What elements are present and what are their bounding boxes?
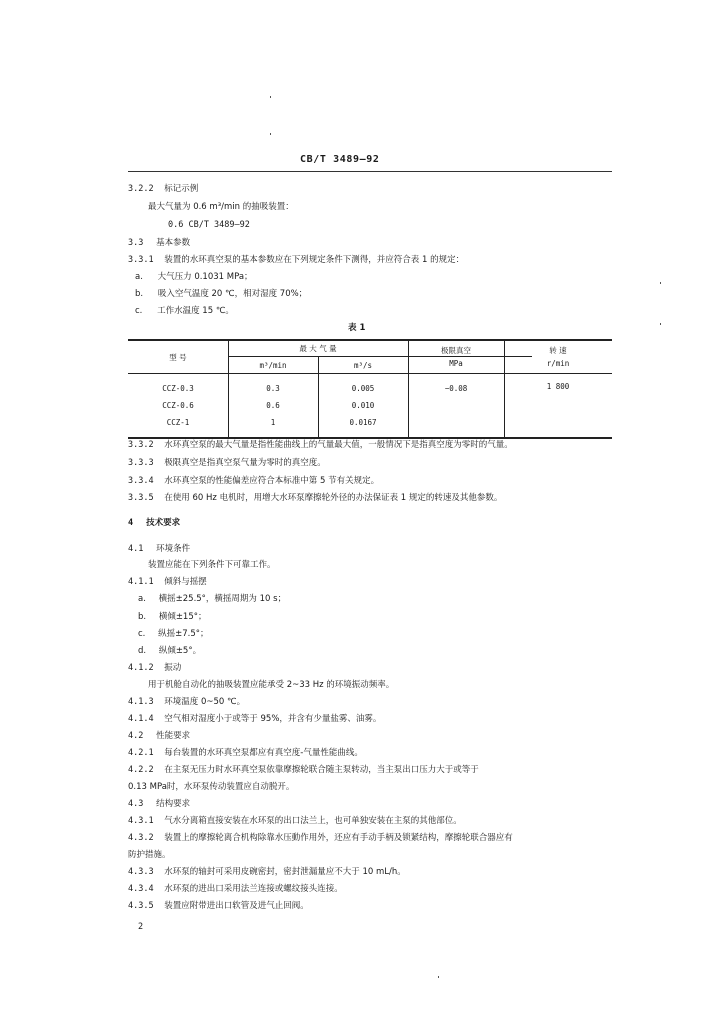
section-text: 装置的水环真空泵的基本参数应在下列规定条件下测得，并应符合表 1 的规定： xyxy=(164,255,465,265)
section-3-3-heading xyxy=(128,238,190,249)
section-number: 3.3.3 xyxy=(128,458,154,468)
header-max-gas: 最 大 气 量 xyxy=(299,344,337,353)
list-item-b xyxy=(138,612,207,623)
list-item-a xyxy=(135,272,253,283)
header-rule xyxy=(128,171,612,172)
table-cell-model: CCZ-0.3 xyxy=(162,384,194,393)
table-cell-m3min: 1 xyxy=(270,418,276,427)
standard-code-header: CB/T 3489—92 xyxy=(300,154,380,165)
header-unit-m3min: m³/min xyxy=(259,361,287,370)
section-text: 气水分离箱直接安装在水环泵的出口法兰上，也可单独安装在主泵的其他部位。 xyxy=(164,816,462,826)
section-text: 环境温度 0~50 ℃。 xyxy=(164,697,246,707)
section-number: 4.1.3 xyxy=(128,697,154,707)
list-text: 横摇±25.5°，横摇周期为 10 s； xyxy=(158,594,287,604)
list-item-d xyxy=(138,646,201,657)
section-text: 在主泵无压力时水环真空泵依靠摩擦轮联合随主泵转动，当主泵出口压力大于或等于 xyxy=(164,765,479,775)
section-number: 3.2.2 xyxy=(128,184,154,194)
header-model: 型 号 xyxy=(169,353,187,362)
section-number: 3.3 xyxy=(128,238,144,248)
section-text: 装置上的摩擦轮离合机构除靠水压動作用外，还应有手动手柄及锁紧结构，摩擦轮联合器应有 xyxy=(164,833,513,843)
section-number: 4.2.2 xyxy=(128,765,154,775)
table-cell-m3s: 0.0167 xyxy=(349,418,377,427)
section-4-3-2 xyxy=(128,833,513,844)
scan-speck xyxy=(660,323,661,325)
section-3-3-1 xyxy=(128,255,464,266)
section-number: 4.1.2 xyxy=(128,663,154,673)
section-4-1-1-heading xyxy=(128,577,207,588)
section-3-3-3 xyxy=(128,458,326,469)
header-speed: 转 速 xyxy=(549,346,567,355)
section-4-3-3 xyxy=(128,867,406,878)
section-4-3-1 xyxy=(128,816,462,827)
section-title: 性能要求 xyxy=(156,731,191,741)
section-text: 装置应附带进出口软管及进气止回阀。 xyxy=(164,901,309,911)
section-title: 基本参数 xyxy=(156,238,191,248)
section-text: 极限真空是指真空泵气量为零时的真空度。 xyxy=(164,458,326,468)
paragraph: 最大气量为 0.6 m³/min 的抽吸装置： xyxy=(148,202,294,212)
section-4-heading xyxy=(128,518,180,529)
section-4-2-2 xyxy=(128,765,479,776)
section-number: 4.2.1 xyxy=(128,748,154,758)
table-cell-m3s: 0.005 xyxy=(351,384,375,393)
section-4-1-heading xyxy=(128,544,190,555)
list-mark: c. xyxy=(138,629,146,639)
header-speed-unit: r/min xyxy=(546,359,570,368)
table-top-rule xyxy=(128,339,612,341)
section-4-3-4 xyxy=(128,884,343,895)
scan-speck xyxy=(270,133,271,135)
table-cell-m3min: 0.6 xyxy=(266,401,280,410)
table-cell-model: CCZ-1 xyxy=(166,418,190,427)
section-3-3-5 xyxy=(128,493,502,504)
section-4-3-5 xyxy=(128,901,309,912)
section-text: 每台装置的水环真空泵都应有真空度-气量性能曲线。 xyxy=(164,748,363,758)
table-cell-m3s: 0.010 xyxy=(351,401,375,410)
scan-speck xyxy=(660,282,661,284)
section-4-3-heading xyxy=(128,799,190,810)
list-item-a xyxy=(138,594,286,605)
section-title: 技术要求 xyxy=(146,518,181,528)
header-ultimate-vacuum: 极限真空 xyxy=(441,346,471,355)
list-mark: a. xyxy=(138,594,146,604)
list-item-c xyxy=(138,629,208,640)
table-cell-model: CCZ-0.6 xyxy=(162,401,194,410)
list-mark: a. xyxy=(135,272,143,282)
parameter-table xyxy=(128,339,612,438)
section-text: 水环泵的进出口采用法兰连接或螺纹接头连接。 xyxy=(164,884,343,894)
marking-example: 0.6 CB/T 3489—92 xyxy=(168,220,250,230)
paragraph: 用于机舱自动化的抽吸装置应能承受 2~33 Hz 的环境振动频率。 xyxy=(148,680,395,690)
section-4-1-3 xyxy=(128,697,245,708)
section-title: 环境条件 xyxy=(156,544,191,554)
list-mark: b. xyxy=(138,612,147,622)
section-text: 空气相对湿度小于或等于 95%，并含有少量盐雾、油雾。 xyxy=(164,714,382,724)
section-3-3-4 xyxy=(128,476,379,487)
section-number: 4 xyxy=(128,518,134,528)
section-number: 4.1.1 xyxy=(128,577,154,587)
section-text: 水环泵的轴封可采用皮碗密封，密封泄漏量应不大于 10 mL/h。 xyxy=(164,867,406,877)
section-title: 倾斜与摇摆 xyxy=(164,577,207,587)
section-4-1-2-heading xyxy=(128,663,181,674)
paragraph-continuation: 0.13 MPa时，水环泵传动装置应自动脱开。 xyxy=(128,782,295,792)
scan-speck xyxy=(270,96,271,98)
list-text: 工作水温度 15 ℃。 xyxy=(157,306,234,316)
list-text: 吸入空气温度 20 ℃，相对湿度 70%； xyxy=(157,289,308,299)
header-unit-m3s: m³/s xyxy=(353,361,373,370)
section-3-3-2 xyxy=(128,440,513,451)
paragraph-continuation: 防护措施。 xyxy=(128,850,171,860)
section-number: 4.3 xyxy=(128,799,144,809)
scan-speck xyxy=(438,976,439,978)
section-4-1-4 xyxy=(128,714,381,725)
list-text: 纵倾±5°。 xyxy=(158,646,202,656)
section-number: 4.3.4 xyxy=(128,884,154,894)
header-vacuum-unit: MPa xyxy=(449,359,463,368)
list-item-c xyxy=(135,306,234,317)
section-number: 4.2 xyxy=(128,731,144,741)
section-number: 4.3.3 xyxy=(128,867,154,877)
table-bottom-rule xyxy=(128,437,612,439)
section-text: 在使用 60 Hz 电机时，用增大水环泵摩擦轮外径的办法保证表 1 规定的转速及其他参数。 xyxy=(164,493,503,503)
list-mark: d. xyxy=(138,646,147,656)
section-title: 结构要求 xyxy=(156,799,191,809)
paragraph: 装置应能在下列条件下可靠工作。 xyxy=(148,560,276,570)
section-number: 3.3.5 xyxy=(128,493,154,503)
table-subheader-rule xyxy=(228,356,532,357)
section-text: 水环真空泵的最大气量是指性能曲线上的气量最大值，一般情况下是指真空度为零时的气量。 xyxy=(164,440,513,450)
table-cell-m3min: 0.3 xyxy=(266,384,280,393)
section-number: 4.3.1 xyxy=(128,816,154,826)
table-title: 表 1 xyxy=(348,323,366,333)
section-title: 标记示例 xyxy=(164,184,199,194)
section-number: 4.1 xyxy=(128,544,144,554)
section-number: 4.1.4 xyxy=(128,714,154,724)
list-text: 大气压力 0.1031 MPa； xyxy=(157,272,253,282)
section-text: 水环真空泵的性能偏差应符合本标准中第 5 节有关规定。 xyxy=(164,476,380,486)
section-4-2-1 xyxy=(128,748,363,759)
page-number: 2 xyxy=(138,922,144,932)
section-number: 3.3.4 xyxy=(128,476,154,486)
section-number: 4.3.5 xyxy=(128,901,154,911)
section-number: 3.3.2 xyxy=(128,440,154,450)
table-cell-speed: 1 800 xyxy=(546,382,570,391)
table-cell-vacuum: −0.08 xyxy=(444,384,468,393)
table-header-rule xyxy=(128,373,612,374)
list-mark: c. xyxy=(135,306,143,316)
section-number: 3.3.1 xyxy=(128,255,154,265)
section-4-2-heading xyxy=(128,731,190,742)
section-title: 振动 xyxy=(164,663,182,673)
list-text: 横倾±15°； xyxy=(158,612,207,622)
list-item-b xyxy=(135,289,307,300)
section-number: 4.3.2 xyxy=(128,833,154,843)
list-text: 纵摇±7.5°； xyxy=(158,629,209,639)
list-mark: b. xyxy=(135,289,144,299)
section-3-2-2-heading xyxy=(128,184,198,195)
